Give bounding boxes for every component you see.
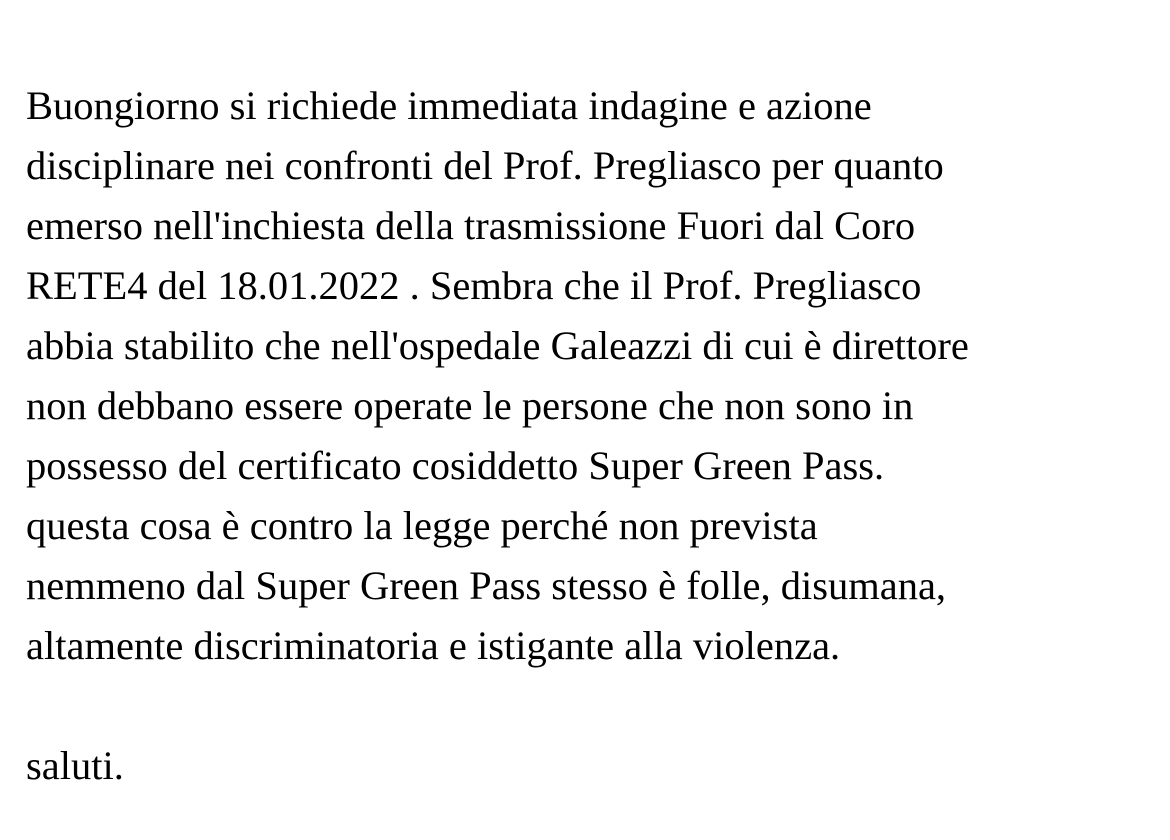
message-line: disciplinare nei confronti del Prof. Pregliasco per quanto bbox=[26, 143, 944, 188]
message-line: emerso nell'inchiesta della trasmissione Fuori dal Coro bbox=[26, 203, 916, 248]
message-line: altamente discriminatoria e istigante alla violenza. bbox=[26, 623, 841, 668]
message-line: possesso del certificato cosiddetto Super Green Pass. bbox=[26, 443, 885, 488]
message-line: RETE4 del 18.01.2022 . Sembra che il Prof. Pregliasco bbox=[26, 263, 922, 308]
message-line: non debbano essere operate le persone che non sono in bbox=[26, 383, 914, 428]
message-line: questa cosa è contro la legge perché non prevista bbox=[26, 503, 818, 548]
message-line: nemmeno dal Super Green Pass stesso è folle, disumana, bbox=[26, 563, 947, 608]
message-line: abbia stabilito che nell'ospedale Galeazzi di cui è direttore bbox=[26, 323, 969, 368]
closing-text: saluti. bbox=[26, 743, 124, 788]
message-line: Buongiorno si richiede immediata indagine e azione bbox=[26, 83, 872, 128]
message-body bbox=[26, 76, 1150, 676]
